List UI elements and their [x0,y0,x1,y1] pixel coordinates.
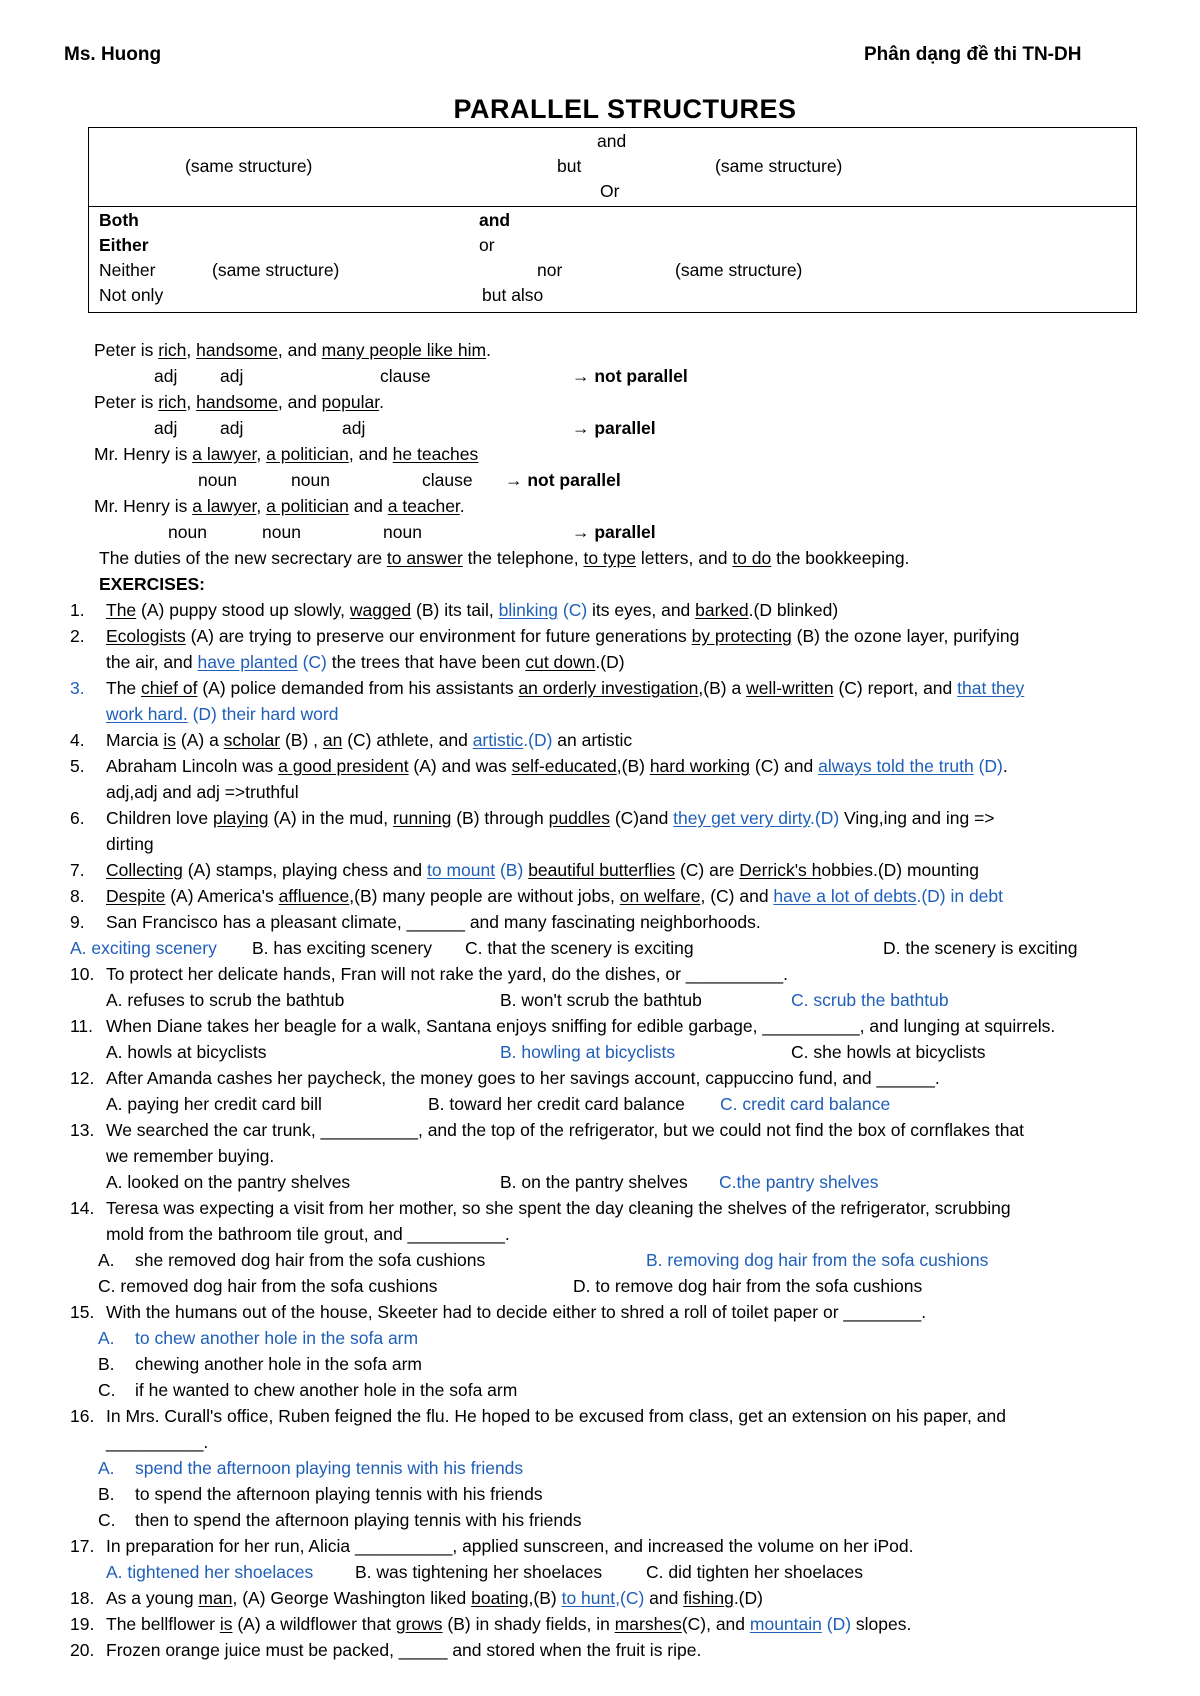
option-a: A. refuses to scrub the bathtub [106,990,345,1010]
question-number: 2. [70,626,85,646]
question-number: 9. [70,912,85,932]
correlative-both: Both [99,210,139,230]
question-3-cont: work hard. (D) their hard word [106,704,339,724]
question-number: 5. [70,756,85,776]
option-a: A. howls at bicyclists [106,1042,267,1062]
page-title: PARALLEL STRUCTURES [453,94,797,124]
option-b: B. has exciting scenery [252,938,432,958]
question-3: The chief of (A) police demanded from his assistants an orderly investigation,(B) a well-written (C) report, and that they [106,678,1025,698]
document-subtitle: Phân dạng đề thi TN-DH [864,44,1082,65]
example-3: Mr. Henry is a lawyer, a politician, and he teaches [94,444,479,464]
correlative-and: and [479,210,511,230]
result-not-parallel: → not parallel [505,470,621,490]
option-a-letter: A. [98,1250,115,1270]
tag-adj: adj [342,418,366,438]
question-2-cont: the air, and have planted (C) the trees that have been cut down.(D) [106,652,625,672]
option-a: A. looked on the pantry shelves [106,1172,351,1192]
option-a: A. tightened her shoelaces [106,1562,314,1582]
tag-noun: noun [198,470,237,490]
question-number: 6. [70,808,85,828]
option-c: C. credit card balance [720,1094,891,1114]
option-a: to chew another hole in the sofa arm [135,1328,419,1348]
question-number: 16. [70,1406,95,1426]
question-6-note: dirting [106,834,154,854]
question-number: 18. [70,1588,95,1608]
question-6: Children love playing (A) in the mud, running (B) through puddles (C)and they get very dirty.(D) Ving,ing and ing => [106,808,995,828]
option-c: C.the pantry shelves [719,1172,879,1192]
option-c-letter: C. [98,1510,116,1530]
question-number: 19. [70,1614,95,1634]
same-structure-left: (same structure) [185,156,313,176]
question-18: As a young man, (A) George Washington liked boating,(B) to hunt,(C) and fishing.(D) [106,1588,763,1608]
question-10-stem: To protect her delicate hands, Fran will not rake the yard, do the dishes, or __________. [106,964,788,984]
table-divider [89,206,1136,207]
option-b: to spend the afternoon playing tennis with his friends [135,1484,543,1504]
tag-clause: clause [422,470,473,490]
tag-adj: adj [154,418,178,438]
question-12-stem: After Amanda cashes her paycheck, the money goes to her savings account, cappuccino fund, and ______. [106,1068,940,1088]
conj-but: but [557,156,582,176]
tag-adj: adj [154,366,178,386]
conj-or: Or [600,181,620,201]
question-5: Abraham Lincoln was a good president (A) and was self-educated,(B) hard working (C) and always told the truth (D). [106,756,1008,776]
example-5: The duties of the new secrectary are to answer the telephone, to type letters, and to do the bookkeeping. [99,548,910,568]
option-a-letter: A. [98,1458,115,1478]
question-1: The (A) puppy stood up slowly, wagged (B) its tail, blinking (C) its eyes, and barked.(D blinked) [106,600,839,620]
question-number: 10. [70,964,95,984]
correlative-nor: nor [537,260,563,280]
tag-noun: noun [291,470,330,490]
option-a: spend the afternoon playing tennis with his friends [135,1458,524,1478]
tag-noun: noun [262,522,301,542]
option-a: A. exciting scenery [70,938,217,958]
result-parallel: → parallel [572,522,656,542]
option-c: if he wanted to chew another hole in the sofa arm [135,1380,518,1400]
question-16-stem: In Mrs. Curall's office, Ruben feigned the flu. He hoped to be excused from class, get an extension on his paper, and [106,1406,1006,1426]
same-structure-right-2: (same structure) [675,260,803,280]
question-4: Marcia is (A) a scholar (B) , an (C) athlete, and artistic.(D) an artistic [106,730,633,750]
question-number: 11. [70,1016,94,1036]
tag-noun: noun [383,522,422,542]
question-number: 15. [70,1302,95,1322]
conj-and: and [597,131,627,151]
tag-clause: clause [380,366,431,386]
question-2: Ecologists (A) are trying to preserve our environment for future generations by protecting (B) the ozone layer, purifying [106,626,1020,646]
exercises-label: EXERCISES: [99,574,205,594]
option-b: B. was tightening her shoelaces [355,1562,603,1582]
question-number: 1. [70,600,85,620]
question-7: Collecting (A) stamps, playing chess and to mount (B) beautiful butterflies (C) are Derrick's hobbies.(D) mounting [106,860,979,880]
example-1: Peter is rich, handsome, and many people like him. [94,340,491,360]
result-parallel: → parallel [572,418,656,438]
option-d: D. to remove dog hair from the sofa cushions [573,1276,923,1296]
question-16-stem-cont: __________. [106,1432,209,1452]
example-4: Mr. Henry is a lawyer, a politician and a teacher. [94,496,465,516]
tag-adj: adj [220,366,244,386]
result-not-parallel: → not parallel [572,366,688,386]
question-17-stem: In preparation for her run, Alicia __________, applied sunscreen, and increased the volume on her iPod. [106,1536,914,1556]
question-number: 17. [70,1536,95,1556]
option-a: she removed dog hair from the sofa cushions [135,1250,486,1270]
question-13-stem: We searched the car trunk, __________, and the top of the refrigerator, but we could not find the box of cornflakes that [106,1120,1025,1140]
question-number: 12. [70,1068,95,1088]
option-c: C. that the scenery is exciting [465,938,694,958]
question-number: 7. [70,860,85,880]
option-d: D. the scenery is exciting [883,938,1078,958]
question-11-stem: When Diane takes her beagle for a walk, Santana enjoys sniffing for edible garbage, __________, and lunging at squirrels. [106,1016,1056,1036]
question-5-note: adj,adj and adj =>truthful [106,782,299,802]
author-name: Ms. Huong [64,44,162,65]
option-c: C. removed dog hair from the sofa cushions [98,1276,438,1296]
question-9-stem: San Francisco has a pleasant climate, ______ and many fascinating neighborhoods. [106,912,761,932]
question-number: 3. [70,678,85,698]
correlative-butalso: but also [482,285,544,305]
correlative-notonly: Not only [99,285,164,305]
option-b-letter: B. [98,1354,115,1374]
tag-noun: noun [168,522,207,542]
option-b-letter: B. [98,1484,115,1504]
same-structure-left-2: (same structure) [212,260,340,280]
parallel-rule-table [88,127,1137,313]
option-a-letter: A. [98,1328,115,1348]
option-b: B. removing dog hair from the sofa cushions [646,1250,989,1270]
question-14-stem-cont: mold from the bathroom tile grout, and __________. [106,1224,510,1244]
option-b: B. howling at bicyclists [500,1042,676,1062]
option-c: C. did tighten her shoelaces [646,1562,863,1582]
option-c-letter: C. [98,1380,116,1400]
question-8: Despite (A) America's affluence,(B) many people are without jobs, on welfare, (C) and have a lot of debts.(D) in debt [106,886,1004,906]
question-19: The bellflower is (A) a wildflower that grows (B) in shady fields, in marshes(C), and mountain (D) slopes. [106,1614,912,1634]
option-b: B. toward her credit card balance [428,1094,685,1114]
question-15-stem: With the humans out of the house, Skeeter had to decide either to shred a roll of toilet paper or ________. [106,1302,927,1322]
question-20-stem: Frozen orange juice must be packed, _____ and stored when the fruit is ripe. [106,1640,702,1660]
question-number: 13. [70,1120,95,1140]
option-b: B. on the pantry shelves [500,1172,688,1192]
same-structure-right: (same structure) [715,156,843,176]
option-b: chewing another hole in the sofa arm [135,1354,422,1374]
correlative-or: or [479,235,495,255]
option-c: C. she howls at bicyclists [791,1042,986,1062]
question-number: 14. [70,1198,95,1218]
question-13-stem-cont: we remember buying. [106,1146,275,1166]
example-2: Peter is rich, handsome, and popular. [94,392,384,412]
option-c: C. scrub the bathtub [791,990,949,1010]
correlative-either: Either [99,235,149,255]
question-14-stem: Teresa was expecting a visit from her mother, so she spent the day cleaning the shelves of the refrigerator, scrubbing [106,1198,1011,1218]
option-c: then to spend the afternoon playing tennis with his friends [135,1510,582,1530]
question-number: 20. [70,1640,95,1660]
tag-adj: adj [220,418,244,438]
option-b: B. won't scrub the bathtub [500,990,702,1010]
question-number: 4. [70,730,85,750]
correlative-neither: Neither [99,260,156,280]
question-number: 8. [70,886,85,906]
option-a: A. paying her credit card bill [106,1094,322,1114]
